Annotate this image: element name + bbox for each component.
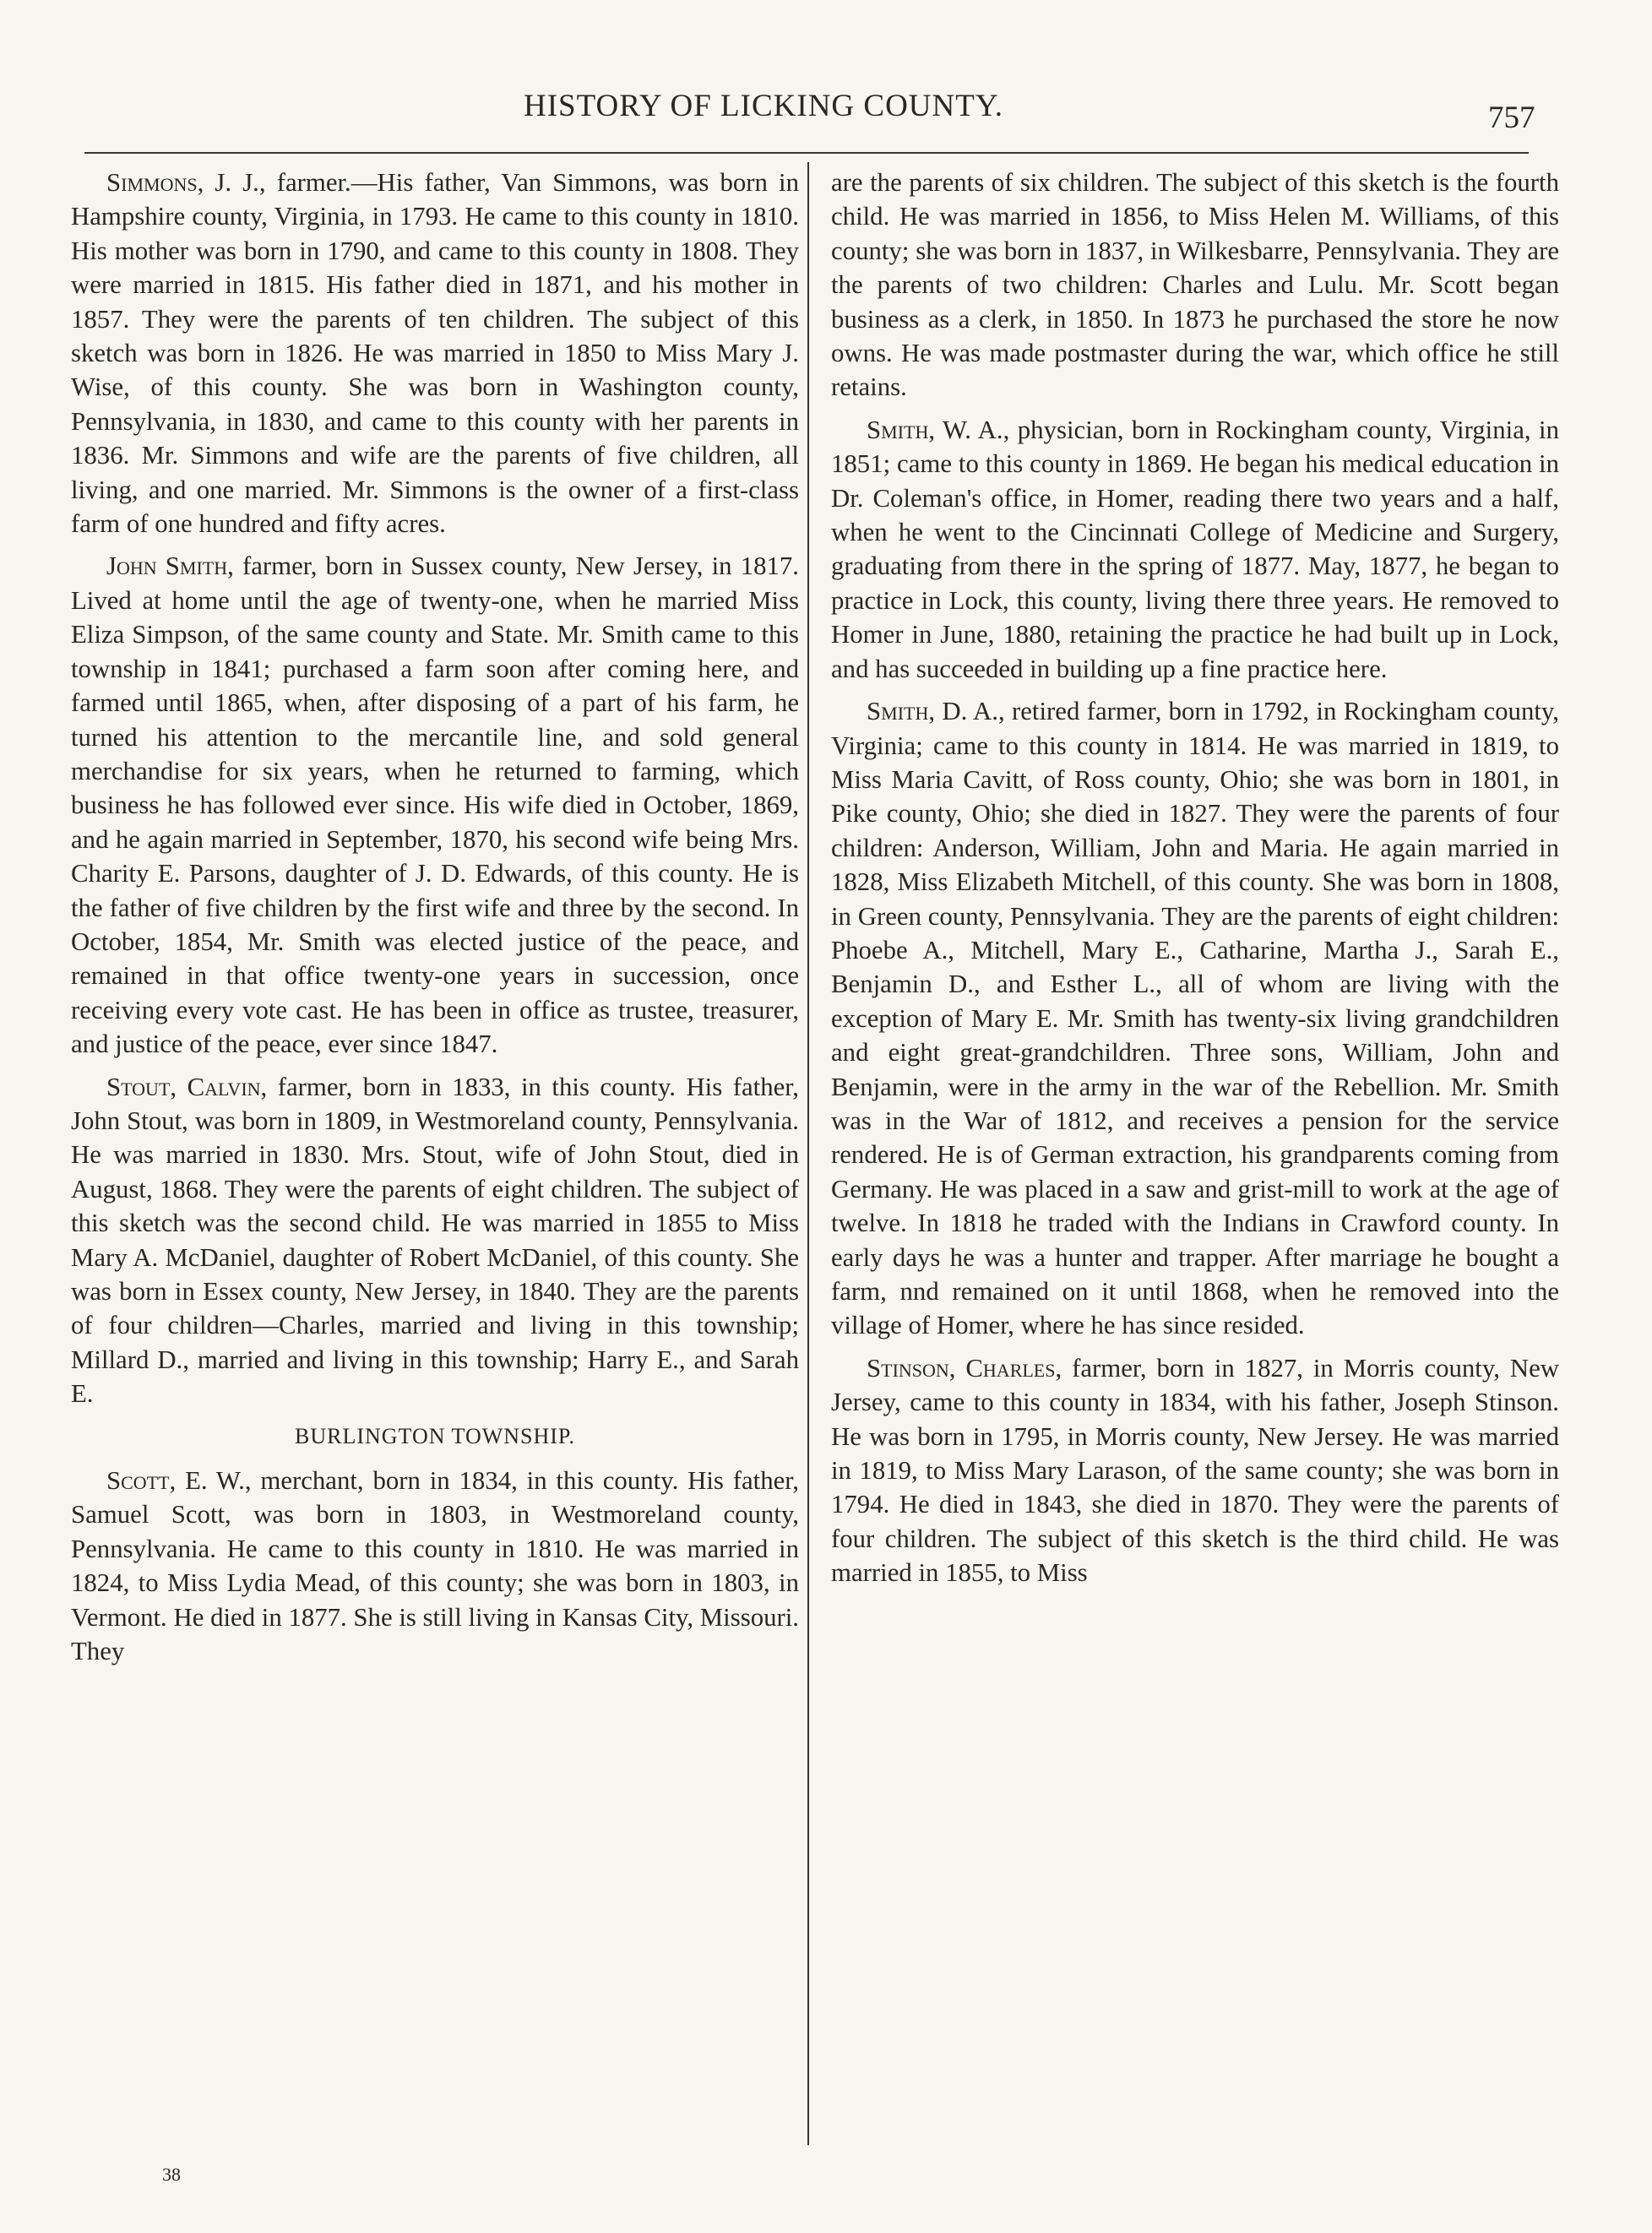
entry-d-a-smith [831, 694, 1559, 1343]
entry-text: , D. A., retired farmer, born in 1792, in Rockingham county, Virginia; came to this county in 1814. He was married in 1819, to Miss Maria Cavitt, of Ross county, Ohio; she was born in 1801, in Pike county, Ohio; she died in 1827. They were the parents of four children: Anderson, William, John and Maria. He again married in 1828, Miss Elizabeth Mitchell, of this county. She was born in 1808, in Green county, Pennsylvania. They are the parents of eight children: Phoebe A., Mitchell, Mary E., Catharine, Martha J., Sarah E., Benjamin D., and Esther L., all of whom are living with the exception of Mary E. Mr. Smith has twenty-six living grandchildren and eight great-grandchildren. Three sons, William, John and Benjamin, were in the army in the war of the Rebellion. Mr. Smith was in the War of 1812, and receives a pension for the service rendered. He is of German extraction, his grandparents coming from Germany. He was placed in a saw and grist-mill to work at the age of twelve. In 1818 he traded with the Indians in Crawford county. In early days he was a hunter and trapper. After marriage he bought a farm, nnd remained on it until 1868, when he removed into the village of Homer, where he has since resided. [831, 697, 1559, 1340]
entry-text: , J. J., farmer.—His father, Van Simmons, was born in Hampshire county, Virginia, in 1793. He came to this county in 1810. His mother was born in 1790, and came to this county in 1808. They were married in 1815. His father died in 1871, and his mother in 1857. They were the parents of ten children. The subject of this sketch was born in 1826. He was married in 1850 to Miss Mary J. Wise, of this county. She was born in Washington county, Pennsylvania, in 1830, and came to this county with her parents in 1836. Mr. Simmons and wife are the parents of five children, all living, and one married. Mr. Simmons is the owner of a first-class farm of one hundred and fifty acres. [71, 168, 799, 539]
header-rule [84, 152, 1529, 154]
entry-name: Smith [867, 415, 929, 444]
entry-name: John Smith [106, 551, 228, 581]
entry-text: , W. A., physician, born in Rockingham county, Virginia, in 1851; came to this county in 1869. He began his medical education in Dr. Coleman's office, in Homer, reading there two years and a half, when he went to the Cincinnati College of Medicine and Surgery, graduating from there in the spring of 1877. May, 1877, he began to practice in Lock, this county, living there three years. He removed to Homer in June, 1880, retaining the practice he had built up in Lock, and has succeeded in building up a fine practice here. [831, 415, 1559, 683]
entry-text: , farmer, born in Sussex county, New Jersey, in 1817. Lived at home until the age of twenty-one, when he married Miss Eliza Simpson, of the same county and State. Mr. Smith came to this township in 1841; purchased a farm soon after coming here, and farmed until 1865, when, after disposing of a part of his farm, he turned his attention to the mercantile line, and sold general merchandise for six years, when he returned to farming, which business he has followed ever since. His wife died in October, 1869, and he again married in September, 1870, his second wife being Mrs. Charity E. Parsons, daughter of J. D. Edwards, of this county. He is the father of five children by the first wife and three by the second. In October, 1854, Mr. Smith was elected justice of the peace, and remained in that office twenty-one years in succession, once receiving every vote cast. He has been in office as trustee, treasurer, and justice of the peace, ever since 1847. [71, 551, 799, 1059]
entry-name: Simmons [106, 168, 198, 197]
column-rule [807, 162, 809, 2145]
entry-stout [71, 1070, 799, 1411]
entry-text: , farmer, born in 1827, in Morris county, New Jersey, came to this county in 1834, with his father, Joseph Stinson. He was born in 1795, in Morris county, New Jersey. He was married in 1819, to Miss Mary Larason, of the same county; she was born in 1794. He died in 1843, she died in 1870. They were the parents of four children. The subject of this sketch is the third child. He was married in 1855, to Miss [831, 1353, 1559, 1588]
entry-name: Scott [106, 1466, 170, 1496]
entry-text: , farmer, born in 1833, in this county. His father, John Stout, was born in 1809, in Westmoreland county, Pennsylvania. He was married in 1830. Mrs. Stout, wife of John Stout, died in August, 1868. They were the parents of eight children. The subject of this sketch was the second child. He was married in 1855 to Miss Mary A. McDaniel, daughter of Robert McDaniel, of this county. She was born in Essex county, New Jersey, in 1840. They are the parents of four children—Charles, married and living in this township; Millard D., married and living in this township; Harry E., and Sarah E. [71, 1072, 799, 1409]
page-number: 757 [1488, 101, 1535, 135]
entry-w-a-smith [831, 413, 1559, 686]
entry-name: Stinson, Charles [867, 1353, 1056, 1383]
entry-scott-continued: are the parents of six children. The subject of this sketch is the fourth child. He was married in 1856, to Miss Helen M. Williams, of this county; she was born in 1837, in Wilkesbarre, Pennsylvania. They are the parents of two children: Charles and Lulu. Mr. Scott began business as a clerk, in 1850. In 1873 he purchased the store he now owns. He was made postmaster during the war, which office he still retains. [831, 168, 1559, 402]
entry-simmons [71, 166, 799, 541]
right-column [831, 166, 1559, 1599]
left-column [71, 166, 799, 1676]
running-title: HISTORY OF LICKING COUNTY. [524, 89, 1004, 123]
section-heading: BURLINGTON TOWNSHIP. [294, 1423, 576, 1448]
entry-john-smith [71, 549, 799, 1061]
signature-mark: 38 [162, 2164, 181, 2185]
entry-name: Stout, Calvin [106, 1072, 261, 1101]
entry-text: , E. W., merchant, born in 1834, in this county. His father, Samuel Scott, was born in 1803, in Westmoreland county, Pennsylvania. He came to this county in 1810. He was married in 1824, to Miss Lydia Mead, of this county; she was born in 1803, in Vermont. He died in 1877. She is still living in Kansas City, Missouri. They [71, 1466, 800, 1666]
entry-scott [71, 1464, 799, 1668]
entry-name: Smith [867, 697, 929, 726]
entry-stinson [831, 1351, 1559, 1590]
